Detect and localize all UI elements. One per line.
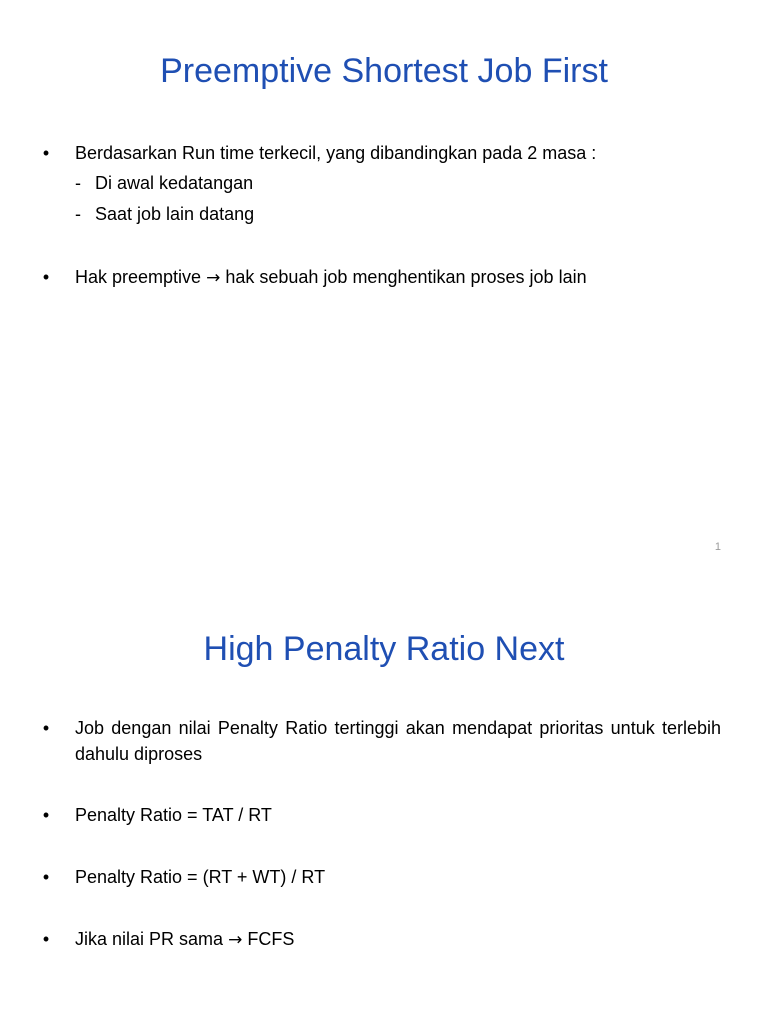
- bullet-text: Berdasarkan Run time terkecil, yang dibandingkan pada 2 masa :: [75, 143, 597, 163]
- sub-item: [75, 201, 254, 227]
- bullet-text: Penalty Ratio = TAT / RT: [75, 805, 272, 825]
- bullet-text-start: Jika nilai PR sama: [75, 929, 224, 949]
- bullet-text: [75, 264, 721, 291]
- bullet-text: [75, 926, 721, 953]
- bullet-text: Penalty Ratio = (RT + WT) / RT: [75, 867, 326, 887]
- bullet-dot: •: [42, 143, 50, 163]
- bullet-text-start: Hak preemptive: [75, 267, 202, 287]
- bullet-dot: •: [42, 718, 50, 738]
- slide-2: [0, 576, 768, 1024]
- slide-title: Preemptive Shortest Job First: [160, 52, 608, 90]
- sub-item: [75, 170, 253, 196]
- bullet-dot: •: [42, 267, 50, 287]
- sub-item-text: Di awal kedatangan: [95, 173, 254, 193]
- bullet-text: Job dengan nilai Penalty Ratio tertinggi akan mendapat prioritas untuk terlebih dahulu diproses: [75, 718, 721, 764]
- right-arrow-icon: →: [206, 268, 221, 288]
- sub-item-text: Saat job lain datang: [95, 204, 255, 224]
- bullet-text-end: hak sebuah job menghentikan proses job lain: [225, 267, 587, 287]
- bullet-dot: •: [42, 805, 50, 825]
- slide-title: High Penalty Ratio Next: [203, 630, 565, 668]
- bullet-text-end: FCFS: [247, 929, 295, 949]
- bullet-dot: •: [42, 867, 50, 887]
- page-number: 1: [714, 541, 721, 553]
- right-arrow-icon: →: [228, 930, 243, 950]
- dash-marker: -: [75, 204, 81, 224]
- dash-marker: -: [75, 173, 81, 193]
- bullet-dot: •: [42, 929, 50, 949]
